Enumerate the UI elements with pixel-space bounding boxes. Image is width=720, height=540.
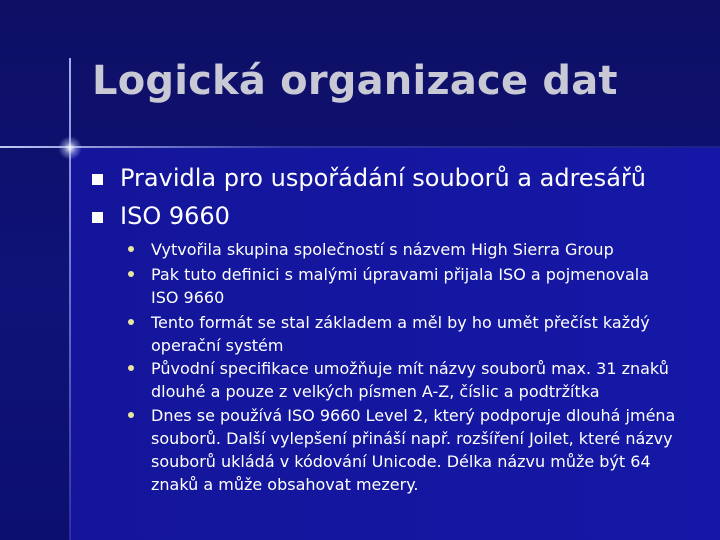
- bullet-text: Pravidla pro uspořádání souborů a adresářů: [120, 164, 646, 192]
- sub-bullet-item: [128, 404, 688, 496]
- sub-bullet-item: [128, 311, 673, 357]
- sub-bullet-item: [128, 238, 688, 261]
- dot-bullet-icon: [128, 412, 134, 418]
- decorative-horizontal-line: [0, 146, 720, 148]
- sub-bullet-text: Pak tuto definici s malými úpravami přijala ISO a pojmenovala ISO 9660: [151, 265, 650, 307]
- sub-bullet-item: [128, 263, 673, 309]
- dot-bullet-icon: [128, 319, 134, 325]
- slide-title: Logická organizace dat: [92, 58, 618, 104]
- square-bullet-icon: [92, 174, 103, 185]
- square-bullet-icon: [92, 212, 103, 223]
- dot-bullet-icon: [128, 246, 134, 252]
- bullet-text: ISO 9660: [120, 202, 230, 230]
- dot-bullet-icon: [128, 271, 134, 277]
- sub-bullet-text: Tento formát se stal základem a měl by ho umět přečíst každý operační systém: [151, 313, 650, 355]
- sub-bullet-text: Dnes se používá ISO 9660 Level 2, který podporuje dlouhá jména souborů. Další vylepšení přináší např. rozšíření Joilet, které názvy souborů ukládá v kódování Unicode. Délka názvu může být 64 znaků a může obsahovat mezery.: [151, 406, 676, 494]
- decorative-vertical-line: [69, 58, 71, 540]
- dot-bullet-icon: [128, 365, 134, 371]
- sub-bullet-item: [128, 357, 683, 403]
- sub-bullet-text: Původní specifikace umožňuje mít názvy souborů max. 31 znaků dlouhé a pouze z velkých písmen A-Z, číslic a podtržítka: [151, 359, 669, 401]
- sub-bullet-text: Vytvořila skupina společností s názvem High Sierra Group: [151, 240, 614, 259]
- light-flare-icon: [58, 136, 82, 160]
